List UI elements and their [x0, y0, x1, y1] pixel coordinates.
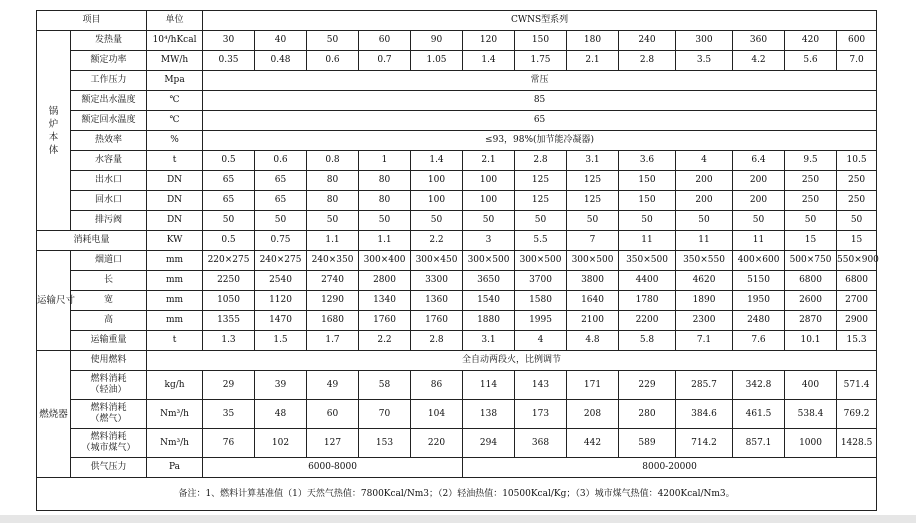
value-cell: 2250: [203, 271, 255, 291]
group-transport: 运输尺寸: [37, 251, 71, 351]
value-cell: 200: [733, 191, 785, 211]
value-cell: 65: [203, 111, 877, 131]
unit-cell: mm: [147, 291, 203, 311]
value-cell: 5.6: [785, 51, 837, 71]
value-cell: 1890: [676, 291, 733, 311]
unit-cell: t: [147, 151, 203, 171]
value-cell: 2900: [837, 311, 877, 331]
value-cell: 76: [203, 429, 255, 458]
value-cell: 2600: [785, 291, 837, 311]
value-cell: 280: [619, 400, 676, 429]
value-cell: 220×275: [203, 251, 255, 271]
value-cell: 11: [676, 231, 733, 251]
value-cell: 常压: [203, 71, 877, 91]
value-cell: 714.2: [676, 429, 733, 458]
value-cell: 171: [567, 371, 619, 400]
value-cell: 11: [733, 231, 785, 251]
value-cell: 2480: [733, 311, 785, 331]
value-cell: 9.5: [785, 151, 837, 171]
value-cell: 1340: [359, 291, 411, 311]
table-row: [37, 231, 877, 251]
value-cell: 1760: [411, 311, 463, 331]
value-cell: 6800: [837, 271, 877, 291]
value-cell: 3700: [515, 271, 567, 291]
row-label: 额定功率: [71, 51, 147, 71]
value-cell: 2.2: [359, 331, 411, 351]
row-label: 长: [71, 271, 147, 291]
value-cell: 3800: [567, 271, 619, 291]
value-cell: 60: [359, 31, 411, 51]
value-cell: 120: [463, 31, 515, 51]
unit-cell: KW: [147, 231, 203, 251]
value-cell: 500×750: [785, 251, 837, 271]
value-cell: 1.75: [515, 51, 567, 71]
value-cell: 65: [255, 171, 307, 191]
value-cell: 80: [307, 191, 359, 211]
value-cell: 1.1: [359, 231, 411, 251]
value-cell: 49: [307, 371, 359, 400]
value-cell: 550×900: [837, 251, 877, 271]
value-cell: 4620: [676, 271, 733, 291]
value-cell: 240×350: [307, 251, 359, 271]
value-cell: 1000: [785, 429, 837, 458]
row-label: 热效率: [71, 131, 147, 151]
table-row: [37, 400, 877, 429]
table-row: [37, 371, 877, 400]
value-cell: 2540: [255, 271, 307, 291]
group-power: 消耗电量: [37, 231, 147, 251]
table-row: [37, 351, 877, 371]
row-label: 出水口: [71, 171, 147, 191]
value-cell: 50: [837, 211, 877, 231]
table-row: [37, 211, 877, 231]
value-cell: 2740: [307, 271, 359, 291]
value-cell: 15: [785, 231, 837, 251]
value-cell: 3.5: [676, 51, 733, 71]
value-cell: 65: [255, 191, 307, 211]
table-row: [37, 311, 877, 331]
table-row: [37, 51, 877, 71]
value-cell: 50: [733, 211, 785, 231]
unit-cell: mm: [147, 251, 203, 271]
value-cell: 10.1: [785, 331, 837, 351]
value-cell: 5.8: [619, 331, 676, 351]
value-cell: 39: [255, 371, 307, 400]
value-cell: 1428.5: [837, 429, 877, 458]
table-row: [37, 331, 877, 351]
value-cell: 769.2: [837, 400, 877, 429]
unit-cell: kg/h: [147, 371, 203, 400]
value-cell: 127: [307, 429, 359, 458]
row-label: 燃料消耗 （城市煤气）: [71, 429, 147, 458]
unit-cell: Nm³/h: [147, 400, 203, 429]
table-row: [37, 71, 877, 91]
value-cell: 571.4: [837, 371, 877, 400]
unit-cell: Nm³/h: [147, 429, 203, 458]
value-cell: 4400: [619, 271, 676, 291]
value-cell: 250: [785, 191, 837, 211]
value-cell: 2700: [837, 291, 877, 311]
group-boiler-char: 体: [48, 144, 59, 156]
header-item: 项目: [37, 11, 147, 31]
value-cell: 0.7: [359, 51, 411, 71]
value-cell: 461.5: [733, 400, 785, 429]
value-cell: 60: [307, 400, 359, 429]
value-cell: 125: [567, 171, 619, 191]
value-cell: 200: [676, 171, 733, 191]
note-text: 备注：1、燃料计算基准值（1）天然气热值：7800Kcal/Nm3；（2）轻油热值：10500Kcal/Kg；（3）城市煤气热值：4200Kcal/Nm3。: [37, 478, 877, 511]
value-cell: 442: [567, 429, 619, 458]
value-cell: 4: [515, 331, 567, 351]
table-row: [37, 171, 877, 191]
value-cell: 6.4: [733, 151, 785, 171]
value-cell: 50: [359, 211, 411, 231]
value-cell: 50: [203, 211, 255, 231]
table-row: [37, 291, 877, 311]
value-cell: 200: [676, 191, 733, 211]
group-boiler-char: 锅: [48, 105, 59, 117]
group-boiler: [37, 31, 71, 231]
unit-cell: t: [147, 331, 203, 351]
table-row: [37, 251, 877, 271]
unit-cell: ℃: [147, 111, 203, 131]
value-cell: 1780: [619, 291, 676, 311]
value-cell: 250: [837, 191, 877, 211]
value-cell: 294: [463, 429, 515, 458]
value-cell: 100: [463, 171, 515, 191]
value-cell: 0.6: [307, 51, 359, 71]
value-cell: 6800: [785, 271, 837, 291]
value-cell: 58: [359, 371, 411, 400]
unit-cell: Mpa: [147, 71, 203, 91]
group-boiler-char: 本: [48, 131, 59, 143]
table-row: [37, 131, 877, 151]
unit-cell: Pa: [147, 458, 203, 478]
value-cell: 240×275: [255, 251, 307, 271]
value-cell: 8000-20000: [463, 458, 877, 478]
unit-cell: 10⁴/hKcal: [147, 31, 203, 51]
value-cell: 2.1: [463, 151, 515, 171]
value-cell: 100: [411, 191, 463, 211]
table-row: [37, 429, 877, 458]
value-cell: 1355: [203, 311, 255, 331]
value-cell: 7.1: [676, 331, 733, 351]
row-label: 燃料消耗 （轻油）: [71, 371, 147, 400]
value-cell: 125: [515, 171, 567, 191]
value-cell: 2.1: [567, 51, 619, 71]
row-label: 高: [71, 311, 147, 331]
value-cell: 0.6: [255, 151, 307, 171]
value-cell: 250: [837, 171, 877, 191]
group-boiler-char: 炉: [48, 118, 59, 130]
value-cell: 50: [619, 211, 676, 231]
value-cell: 300×400: [359, 251, 411, 271]
row-label: 回水口: [71, 191, 147, 211]
value-cell: 125: [515, 191, 567, 211]
spec-sheet: [36, 10, 879, 511]
value-cell: 2.2: [411, 231, 463, 251]
value-cell: 50: [676, 211, 733, 231]
value-cell: 2.8: [411, 331, 463, 351]
value-cell: ≤93，98%(加节能冷凝器): [203, 131, 877, 151]
value-cell: 50: [307, 211, 359, 231]
value-cell: 35: [203, 400, 255, 429]
value-cell: 368: [515, 429, 567, 458]
row-label: 发热量: [71, 31, 147, 51]
value-cell: 1580: [515, 291, 567, 311]
value-cell: 90: [411, 31, 463, 51]
table-row: [37, 31, 877, 51]
value-cell: 4.8: [567, 331, 619, 351]
value-cell: 40: [255, 31, 307, 51]
value-cell: 100: [411, 171, 463, 191]
row-label: 燃料消耗 （燃气）: [71, 400, 147, 429]
value-cell: 300×500: [515, 251, 567, 271]
value-cell: 6000-8000: [203, 458, 463, 478]
value-cell: 3300: [411, 271, 463, 291]
value-cell: 0.5: [203, 151, 255, 171]
value-cell: 2100: [567, 311, 619, 331]
value-cell: 300×450: [411, 251, 463, 271]
value-cell: 1680: [307, 311, 359, 331]
value-cell: 0.75: [255, 231, 307, 251]
unit-cell: %: [147, 131, 203, 151]
value-cell: 538.4: [785, 400, 837, 429]
value-cell: 48: [255, 400, 307, 429]
value-cell: 600: [837, 31, 877, 51]
table-row: [37, 458, 877, 478]
row-label: 工作压力: [71, 71, 147, 91]
value-cell: 3.6: [619, 151, 676, 171]
unit-cell: mm: [147, 271, 203, 291]
value-cell: 150: [515, 31, 567, 51]
value-cell: 180: [567, 31, 619, 51]
value-cell: 4.2: [733, 51, 785, 71]
value-cell: 1995: [515, 311, 567, 331]
value-cell: 0.5: [203, 231, 255, 251]
value-cell: 80: [359, 191, 411, 211]
unit-cell: ℃: [147, 91, 203, 111]
value-cell: 350×550: [676, 251, 733, 271]
value-cell: 全自动两段火，比例调节: [147, 351, 877, 371]
value-cell: 15.3: [837, 331, 877, 351]
value-cell: 350×500: [619, 251, 676, 271]
spec-table: [36, 10, 877, 511]
header-unit: 单位: [147, 11, 203, 31]
row-label: 宽: [71, 291, 147, 311]
row-label: 使用燃料: [71, 351, 147, 371]
value-cell: 1640: [567, 291, 619, 311]
value-cell: 0.8: [307, 151, 359, 171]
value-cell: 220: [411, 429, 463, 458]
value-cell: 150: [619, 171, 676, 191]
value-cell: 143: [515, 371, 567, 400]
value-cell: 400×600: [733, 251, 785, 271]
value-cell: 15: [837, 231, 877, 251]
value-cell: 173: [515, 400, 567, 429]
value-cell: 420: [785, 31, 837, 51]
group-burner: 燃烧器: [37, 351, 71, 478]
value-cell: 857.1: [733, 429, 785, 458]
value-cell: 1120: [255, 291, 307, 311]
value-cell: 50: [307, 31, 359, 51]
value-cell: 7.6: [733, 331, 785, 351]
value-cell: 80: [307, 171, 359, 191]
table-row: [37, 151, 877, 171]
note-row: [37, 478, 877, 511]
table-row: [37, 271, 877, 291]
value-cell: 138: [463, 400, 515, 429]
value-cell: 85: [203, 91, 877, 111]
unit-cell: DN: [147, 211, 203, 231]
value-cell: 7.0: [837, 51, 877, 71]
value-cell: 80: [359, 171, 411, 191]
header-series: CWNS型系列: [203, 11, 877, 31]
value-cell: 1.05: [411, 51, 463, 71]
value-cell: 0.48: [255, 51, 307, 71]
row-label: 额定出水温度: [71, 91, 147, 111]
value-cell: 1050: [203, 291, 255, 311]
value-cell: 1360: [411, 291, 463, 311]
header-row: [37, 11, 877, 31]
value-cell: 104: [411, 400, 463, 429]
value-cell: 1950: [733, 291, 785, 311]
unit-cell: MW/h: [147, 51, 203, 71]
value-cell: 50: [255, 211, 307, 231]
table-row: [37, 111, 877, 131]
value-cell: 342.8: [733, 371, 785, 400]
value-cell: 240: [619, 31, 676, 51]
value-cell: 1: [359, 151, 411, 171]
value-cell: 5150: [733, 271, 785, 291]
value-cell: 50: [411, 211, 463, 231]
value-cell: 11: [619, 231, 676, 251]
value-cell: 3.1: [567, 151, 619, 171]
value-cell: 2300: [676, 311, 733, 331]
value-cell: 50: [785, 211, 837, 231]
value-cell: 360: [733, 31, 785, 51]
value-cell: 1290: [307, 291, 359, 311]
unit-cell: DN: [147, 191, 203, 211]
value-cell: 285.7: [676, 371, 733, 400]
value-cell: 30: [203, 31, 255, 51]
value-cell: 300×500: [567, 251, 619, 271]
value-cell: 300: [676, 31, 733, 51]
value-cell: 70: [359, 400, 411, 429]
value-cell: 1.5: [255, 331, 307, 351]
value-cell: 1.7: [307, 331, 359, 351]
row-label: 供气压力: [71, 458, 147, 478]
value-cell: 2800: [359, 271, 411, 291]
value-cell: 65: [203, 191, 255, 211]
row-label: 运输重量: [71, 331, 147, 351]
unit-cell: DN: [147, 171, 203, 191]
value-cell: 102: [255, 429, 307, 458]
value-cell: 0.35: [203, 51, 255, 71]
value-cell: 250: [785, 171, 837, 191]
value-cell: 5.5: [515, 231, 567, 251]
value-cell: 50: [567, 211, 619, 231]
value-cell: 50: [463, 211, 515, 231]
value-cell: 1760: [359, 311, 411, 331]
value-cell: 3: [463, 231, 515, 251]
value-cell: 3.1: [463, 331, 515, 351]
value-cell: 29: [203, 371, 255, 400]
value-cell: 2.8: [515, 151, 567, 171]
value-cell: 100: [463, 191, 515, 211]
value-cell: 2200: [619, 311, 676, 331]
value-cell: 10.5: [837, 151, 877, 171]
value-cell: 1.4: [411, 151, 463, 171]
value-cell: 589: [619, 429, 676, 458]
value-cell: 7: [567, 231, 619, 251]
value-cell: 400: [785, 371, 837, 400]
value-cell: 1540: [463, 291, 515, 311]
value-cell: 86: [411, 371, 463, 400]
value-cell: 384.6: [676, 400, 733, 429]
value-cell: 65: [203, 171, 255, 191]
table-row: [37, 191, 877, 211]
value-cell: 50: [515, 211, 567, 231]
row-label: 烟道口: [71, 251, 147, 271]
value-cell: 1.3: [203, 331, 255, 351]
value-cell: 2870: [785, 311, 837, 331]
value-cell: 114: [463, 371, 515, 400]
row-label: 排污阀: [71, 211, 147, 231]
row-label: 水容量: [71, 151, 147, 171]
value-cell: 208: [567, 400, 619, 429]
value-cell: 4: [676, 151, 733, 171]
value-cell: 200: [733, 171, 785, 191]
value-cell: 153: [359, 429, 411, 458]
table-row: [37, 91, 877, 111]
value-cell: 1470: [255, 311, 307, 331]
value-cell: 1.1: [307, 231, 359, 251]
value-cell: 300×500: [463, 251, 515, 271]
value-cell: 150: [619, 191, 676, 211]
value-cell: 1.4: [463, 51, 515, 71]
value-cell: 2.8: [619, 51, 676, 71]
row-label: 额定回水温度: [71, 111, 147, 131]
value-cell: 1880: [463, 311, 515, 331]
bottom-scroll-strip: [0, 515, 916, 523]
value-cell: 3650: [463, 271, 515, 291]
value-cell: 229: [619, 371, 676, 400]
unit-cell: mm: [147, 311, 203, 331]
value-cell: 125: [567, 191, 619, 211]
